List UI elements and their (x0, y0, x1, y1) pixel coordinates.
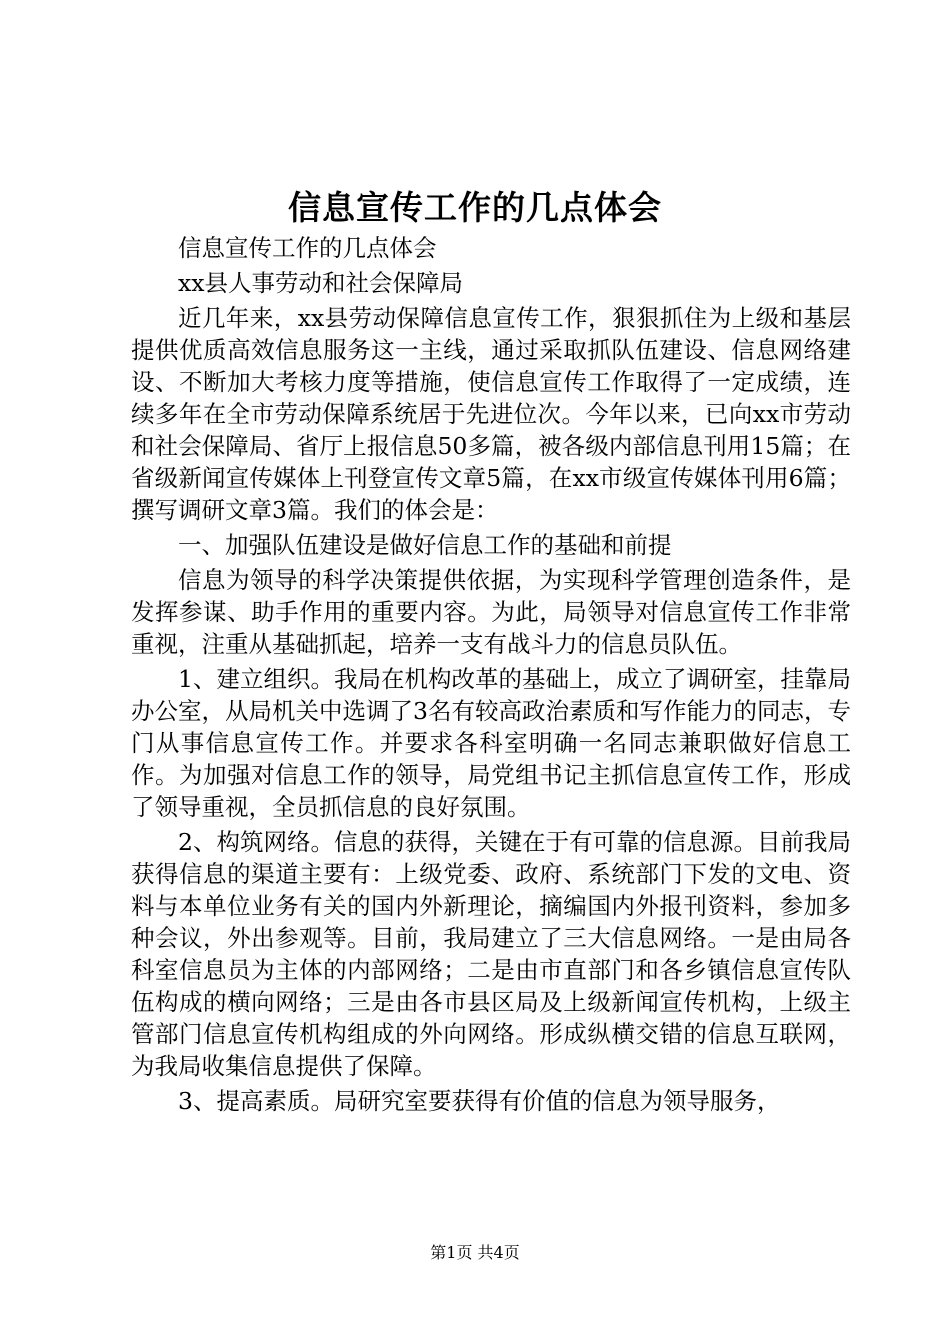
section-heading-1: 一、加强队伍建设是做好信息工作的基础和前提 (178, 531, 672, 559)
paragraph-author: xx县人事劳动和社会保障局 (178, 269, 464, 297)
document-title: 信息宣传工作的几点体会 (288, 188, 662, 227)
document-body (131, 232, 851, 1120)
paragraph: 3、提高素质。局研究室要获得有价值的信息为领导服务， (178, 1087, 781, 1115)
page-footer: 第1页 共4页 (430, 1243, 520, 1262)
paragraph-intro: 近几年来，xx县劳动保障信息宣传工作，狠狠抓住为上级和基层提供优质高效信息服务这一主线，通过采取抓队伍建设、信息网络建设、不断加大考核力度等措施，使信息宣传工作取得了一定成绩，连续多年在全市劳动保障系统居于先进位次。今年以来，已向xx市劳动和社会保障局、省厅上报信息50多篇，被各级内部信息刊用15篇；在省级新闻宣传媒体上刊登宣传文章5篇，在xx市级宣传媒体刊用6篇；撰写调研文章3篇。我们的体会是： (131, 304, 851, 524)
paragraph: 2、构筑网络。信息的获得，关键在于有可靠的信息源。目前我局获得信息的渠道主要有：上级党委、政府、系统部门下发的文电、资料与本单位业务有关的国内外新理论，摘编国内外报刊资料，参加多种会议，外出参观等。目前，我局建立了三大信息网络。一是由局各科室信息员为主体的内部网络；二是由市直部门和各乡镇信息宣传队伍构成的横向网络；三是由各市县区局及上级新闻宣传机构，上级主管部门信息宣传机构组成的外向网络。形成纵横交错的信息互联网，为我局收集信息提供了保障。 (131, 828, 851, 1080)
paragraph-subtitle: 信息宣传工作的几点体会 (178, 234, 437, 262)
paragraph: 信息为领导的科学决策提供依据，为实现科学管理创造条件，是发挥参谋、助手作用的重要内容。为此，局领导对信息宣传工作非常重视，注重从基础抓起，培养一支有战斗力的信息员队伍。 (131, 566, 851, 658)
paragraph: 1、建立组织。我局在机构改革的基础上，成立了调研室，挂靠局办公室，从局机关中选调了3名有较高政治素质和写作能力的同志，专门从事信息宣传工作。并要求各科室明确一名同志兼职做好信息工作。为加强对信息工作的领导，局党组书记主抓信息宣传工作，形成了领导重视，全员抓信息的良好氛围。 (131, 665, 851, 821)
